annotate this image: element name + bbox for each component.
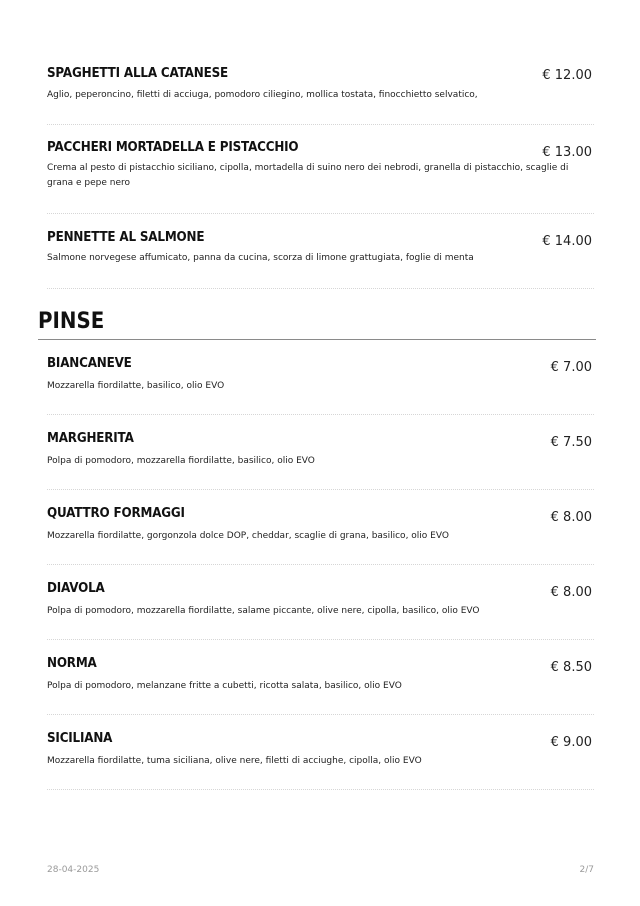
item-name: SPAGHETTI ALLA CATANESE xyxy=(47,66,228,81)
item-price: € 7.00 xyxy=(550,360,592,375)
item-divider xyxy=(47,213,594,214)
menu-item xyxy=(47,731,594,769)
section-rule xyxy=(38,339,596,340)
item-description: Crema al pesto di pistacchio siciliano, cipolla, mortadella di suino nero dei nebrodi, granella di pistacchio, scaglie di grana e pepe nero xyxy=(47,163,569,188)
item-name: BIANCANEVE xyxy=(47,356,132,371)
menu-item xyxy=(47,356,594,394)
item-name: PENNETTE AL SALMONE xyxy=(47,230,205,245)
footer-date: 28-04-2025 xyxy=(47,865,100,875)
item-divider xyxy=(47,639,594,640)
item-price: € 14.00 xyxy=(542,234,592,249)
item-description: Mozzarella fiordilatte, gorgonzola dolce DOP, cheddar, scaglie di grana, basilico, olio EVO xyxy=(47,531,449,541)
menu-item xyxy=(47,656,594,694)
item-divider xyxy=(47,564,594,565)
item-name: SICILIANA xyxy=(47,731,113,746)
item-divider xyxy=(47,124,594,125)
item-price: € 7.50 xyxy=(550,435,592,450)
item-description: Polpa di pomodoro, mozzarella fiordilatte, basilico, olio EVO xyxy=(47,456,315,466)
item-description: Mozzarella fiordilatte, basilico, olio EVO xyxy=(47,381,225,391)
item-name: MARGHERITA xyxy=(47,431,134,446)
item-divider xyxy=(47,714,594,715)
menu-item xyxy=(47,140,594,191)
item-description: Mozzarella fiordilatte, tuma siciliana, olive nere, filetti di acciughe, cipolla, olio EVO xyxy=(47,756,422,766)
item-price: € 8.00 xyxy=(550,510,592,525)
menu-item xyxy=(47,230,594,266)
item-price: € 9.00 xyxy=(550,735,592,750)
item-name: QUATTRO FORMAGGI xyxy=(47,506,185,521)
item-description: Salmone norvegese affumicato, panna da cucina, scorza di limone grattugiata, foglie di menta xyxy=(47,253,474,263)
item-name: DIAVOLA xyxy=(47,581,105,596)
item-divider xyxy=(47,789,594,790)
item-description: Aglio, peperoncino, filetti di acciuga, pomodoro ciliegino, mollica tostata, finocchietto selvatico, xyxy=(47,90,478,100)
item-name: NORMA xyxy=(47,656,97,671)
item-price: € 8.50 xyxy=(550,660,592,675)
item-divider xyxy=(47,489,594,490)
item-price: € 12.00 xyxy=(542,68,592,83)
item-name: PACCHERI MORTADELLA E PISTACCHIO xyxy=(47,140,299,155)
menu-item xyxy=(47,581,594,619)
footer-page-number: 2/7 xyxy=(579,865,594,875)
item-description: Polpa di pomodoro, melanzane fritte a cubetti, ricotta salata, basilico, olio EVO xyxy=(47,681,402,691)
item-description: Polpa di pomodoro, mozzarella fiordilatte, salame piccante, olive nere, cipolla, basilico, olio EVO xyxy=(47,606,480,616)
menu-item xyxy=(47,431,594,469)
item-divider xyxy=(47,288,594,289)
item-divider xyxy=(47,414,594,415)
item-price: € 13.00 xyxy=(542,145,592,160)
section-title: PINSE xyxy=(38,309,105,334)
menu-item xyxy=(47,66,594,103)
menu-item xyxy=(47,506,594,544)
item-price: € 8.00 xyxy=(550,585,592,600)
